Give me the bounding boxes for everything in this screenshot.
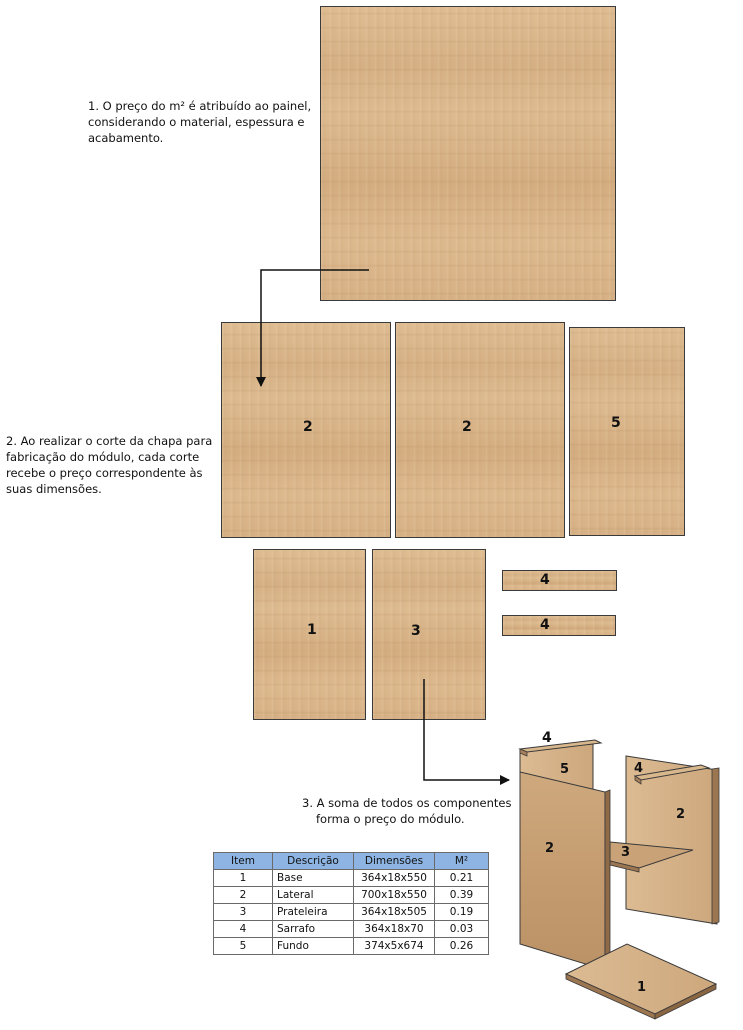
- table-row: [214, 938, 489, 955]
- assembly-lateral-left: [520, 772, 605, 970]
- panel-number: 4: [540, 617, 550, 633]
- table-row: [214, 921, 489, 938]
- cell-item: 1: [214, 870, 273, 887]
- arrow-sheet-to-cuts: [261, 270, 369, 386]
- cell-m2: 0.19: [435, 904, 489, 921]
- assembly-label-fundo: 5: [560, 762, 570, 777]
- cell-dimensoes: 364x18x550: [354, 870, 435, 887]
- cell-m2: 0.21: [435, 870, 489, 887]
- arrow-cuts-to-assembly: [424, 679, 509, 780]
- cell-dimensoes: 374x5x674: [354, 938, 435, 955]
- header-descricao: Descrição: [273, 853, 354, 870]
- cell-descricao: Prateleira: [273, 904, 354, 921]
- cell-item: 2: [214, 887, 273, 904]
- assembly-label-sarrafo-right: 4: [634, 761, 644, 776]
- cell-m2: 0.03: [435, 921, 489, 938]
- step3-line: forma o preço do módulo.: [316, 812, 465, 826]
- assembly-label-prateleira: 3: [621, 845, 631, 860]
- cell-descricao: Lateral: [273, 887, 354, 904]
- panel-number: 3: [411, 623, 421, 639]
- panel-number: 2: [462, 419, 472, 435]
- exploded-cabinet-assembly: [505, 728, 735, 1026]
- table-header-row: [214, 853, 489, 870]
- panel-number: 4: [540, 572, 550, 588]
- assembly-label-lateral-left: 2: [545, 841, 555, 856]
- assembly-label-lateral-right: 2: [676, 807, 686, 822]
- cell-m2: 0.39: [435, 887, 489, 904]
- panel-number: 1: [307, 622, 317, 638]
- cell-descricao: Sarrafo: [273, 921, 354, 938]
- header-dimensoes: Dimensões: [354, 853, 435, 870]
- cell-item: 5: [214, 938, 273, 955]
- step3-note: [302, 795, 511, 827]
- cell-descricao: Fundo: [273, 938, 354, 955]
- step1-line: 1. O preço do m² é atribuído ao painel,: [88, 99, 312, 113]
- cell-m2: 0.26: [435, 938, 489, 955]
- step2-line: fabricação do módulo, cada corte: [6, 450, 200, 464]
- step2-line: suas dimensões.: [6, 482, 102, 496]
- cell-descricao: Base: [273, 870, 354, 887]
- assembly-label-sarrafo-left: 4: [542, 730, 552, 746]
- assembly-lateral-left-edge: [605, 790, 610, 970]
- parts-table: [213, 852, 489, 955]
- step2-line: recebe o preço correspondente às: [6, 466, 203, 480]
- step1-line: considerando o material, espessura e: [88, 115, 305, 129]
- table-row: [214, 887, 489, 904]
- table-row: [214, 870, 489, 887]
- cell-dimensoes: 364x18x505: [354, 904, 435, 921]
- assembly-lateral-right-edge: [712, 768, 719, 924]
- cell-dimensoes: 364x18x70: [354, 921, 435, 938]
- panel-number: 2: [303, 419, 313, 435]
- step2-line: 2. Ao realizar o corte da chapa para: [6, 434, 213, 448]
- assembly-label-base: 1: [637, 980, 647, 995]
- step3-line: 3. A soma de todos os componentes: [302, 796, 512, 810]
- cell-item: 4: [214, 921, 273, 938]
- header-item: Item: [214, 853, 273, 870]
- panel-number: 5: [611, 415, 621, 431]
- cell-dimensoes: 700x18x550: [354, 887, 435, 904]
- cell-item: 3: [214, 904, 273, 921]
- step1-line: acabamento.: [88, 131, 164, 145]
- header-m2: M²: [435, 853, 489, 870]
- table-row: [214, 904, 489, 921]
